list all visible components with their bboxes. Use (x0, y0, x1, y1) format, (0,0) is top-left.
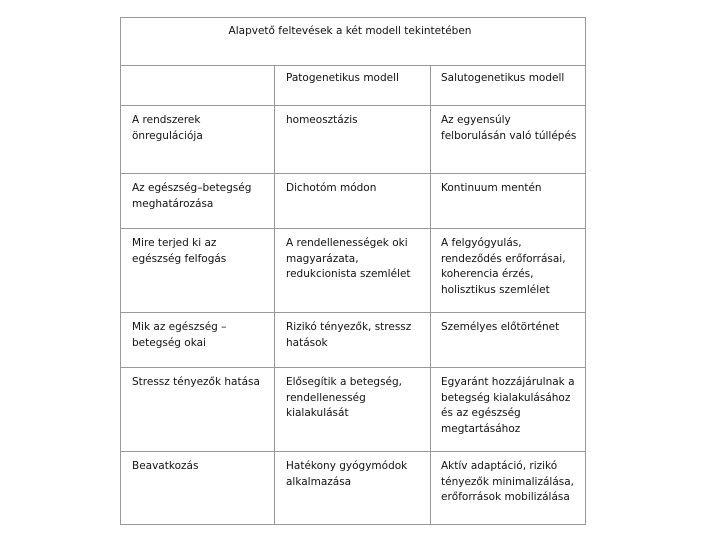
cell-patogenetikus: homeosztázis (275, 106, 431, 174)
title-row (121, 18, 586, 66)
cell-salutogenetikus: Az egyensúly felborulásán való túllépés (431, 106, 586, 174)
table-title: Alapvető feltevések a két modell tekintetében (228, 25, 472, 37)
cell-salutogenetikus: Kontinuum mentén (431, 174, 586, 229)
cell-patogenetikus: Dichotóm módon (275, 174, 431, 229)
cell-patogenetikus: Hatékony gyógymódok alkalmazása (275, 452, 431, 525)
table-row (121, 229, 586, 313)
cell-salutogenetikus: Aktív adaptáció, rizikó tényezők minimalizálása, erőforrások mobilizálása (431, 452, 586, 525)
row-label: Beavatkozás (121, 452, 275, 525)
table-row (121, 313, 586, 368)
table-row (121, 106, 586, 174)
cell-salutogenetikus: Egyaránt hozzájárulnak a betegség kialakulásához és az egészség megtartásához (431, 368, 586, 452)
cell-patogenetikus: Rizikó tényezők, stressz hatások (275, 313, 431, 368)
table-row (121, 368, 586, 452)
cell-patogenetikus: A rendellenességek oki magyarázata, redukcionista szemlélet (275, 229, 431, 313)
row-label: Mire terjed ki az egészség felfogás (121, 229, 275, 313)
cell-salutogenetikus: A felgyógyulás, rendeződés erőforrásai, koherencia érzés, holisztikus szemlélet (431, 229, 586, 313)
comparison-table (120, 17, 586, 525)
cell-salutogenetikus: Személyes előtörténet (431, 313, 586, 368)
header-row (121, 66, 586, 106)
header-empty (121, 66, 275, 106)
row-label: Az egészség–betegség meghatározása (121, 174, 275, 229)
row-label: A rendszerek önregulációja (121, 106, 275, 174)
header-patogenetikus: Patogenetikus modell (275, 66, 431, 106)
table-row (121, 174, 586, 229)
cell-patogenetikus: Elősegítik a betegség, rendellenesség kialakulását (275, 368, 431, 452)
header-salutogenetikus: Salutogenetikus modell (431, 66, 586, 106)
table-title-cell (121, 18, 586, 66)
row-label: Stressz tényezők hatása (121, 368, 275, 452)
row-label: Mik az egészség – betegség okai (121, 313, 275, 368)
table-row (121, 452, 586, 525)
